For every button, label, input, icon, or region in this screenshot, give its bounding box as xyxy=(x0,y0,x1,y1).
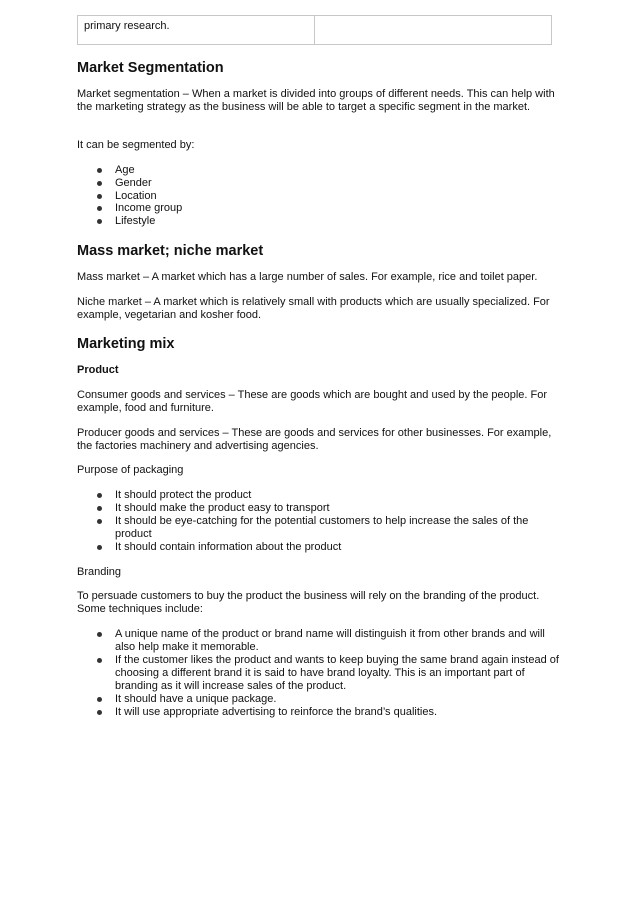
bullet-icon xyxy=(97,181,102,186)
list-item xyxy=(77,190,559,203)
packaging-label: Purpose of packaging xyxy=(77,464,184,476)
list-item xyxy=(77,628,559,654)
list-item-text: Lifestyle xyxy=(115,215,156,228)
table-cell: primary research. xyxy=(78,16,315,45)
research-table xyxy=(77,15,552,45)
list-item-text: Age xyxy=(115,164,135,176)
bullet-icon xyxy=(97,168,102,173)
niche-market-paragraph: Niche market – A market which is relatively small with products which are usually specialized. For example, vegetarian and kosher food. xyxy=(77,296,550,321)
segmentation-list xyxy=(77,164,559,228)
bullet-icon xyxy=(97,194,102,199)
heading-marketing-mix: Marketing mix xyxy=(77,336,175,352)
table-cell xyxy=(315,16,552,45)
list-item-text: If the customer likes the product and wants to keep buying the same brand again instead of choosing a different brand it is said to have brand loyalty. This is an important part of branding as it will increase sales of the product. xyxy=(115,654,559,692)
branding-paragraph: To persuade customers to buy the product the business will rely on the branding of the product. Some techniques include: xyxy=(77,590,540,615)
list-item xyxy=(77,502,559,515)
list-item xyxy=(77,515,559,541)
list-item-text: Location xyxy=(115,189,157,202)
list-item xyxy=(77,706,559,719)
bullet-icon xyxy=(97,545,102,550)
list-item-text: Gender xyxy=(115,176,152,189)
list-item xyxy=(77,654,559,693)
list-item-text: It should protect the product xyxy=(115,489,252,501)
segmentation-intro: It can be segmented by: xyxy=(77,139,195,151)
list-item xyxy=(77,489,559,502)
list-item-text: A unique name of the product or brand name will distinguish it from other brands and will also help make it memorable. xyxy=(115,628,545,653)
consumer-goods-paragraph: Consumer goods and services – These are goods which are bought and used by the people. For example, food and furniture. xyxy=(77,389,548,414)
heading-mass-niche: Mass market; niche market xyxy=(77,243,264,259)
bullet-icon xyxy=(97,519,102,524)
branding-list xyxy=(77,628,559,719)
list-item-text: It should make the product easy to transport xyxy=(115,502,330,514)
heading-market-segmentation: Market Segmentation xyxy=(77,60,224,76)
list-item-text: Income group xyxy=(115,202,183,215)
bullet-icon xyxy=(97,697,102,702)
bullet-icon xyxy=(97,710,102,715)
list-item xyxy=(77,164,559,177)
list-item-text: It should be eye-catching for the potential customers to help increase the sales of the product xyxy=(115,515,529,540)
list-item-text: It should have a unique package. xyxy=(115,693,277,705)
bullet-icon xyxy=(97,219,102,224)
bullet-icon xyxy=(97,632,102,637)
list-item xyxy=(77,541,559,554)
mass-market-paragraph: Mass market – A market which has a large number of sales. For example, rice and toilet paper. xyxy=(77,271,538,283)
segmentation-paragraph: Market segmentation – When a market is divided into groups of different needs. This can help with the marketing strategy as the business will be able to target a specific segment in the market. xyxy=(77,88,555,113)
branding-label: Branding xyxy=(77,566,122,578)
list-item-text: It will use appropriate advertising to reinforce the brand’s qualities. xyxy=(115,706,438,718)
bullet-icon xyxy=(97,506,102,511)
bullet-icon xyxy=(97,206,102,211)
product-subheading: Product xyxy=(77,364,119,376)
producer-goods-paragraph: Producer goods and services – These are goods and services for other businesses. For example, the factories machinery and advertising agencies. xyxy=(77,427,552,452)
packaging-list xyxy=(77,489,559,554)
list-item xyxy=(77,177,559,190)
list-item xyxy=(77,202,559,215)
bullet-icon xyxy=(97,658,102,663)
list-item xyxy=(77,215,559,228)
list-item-text: It should contain information about the product xyxy=(115,541,342,553)
list-item xyxy=(77,693,559,706)
bullet-icon xyxy=(97,493,102,498)
